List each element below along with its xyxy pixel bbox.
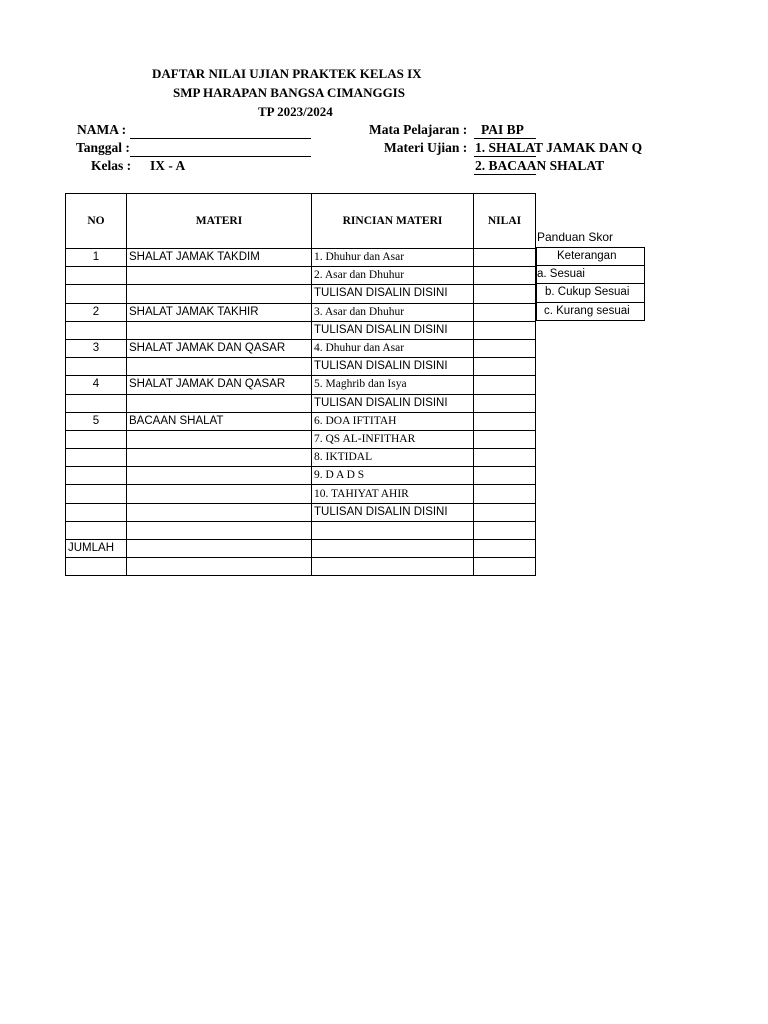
cell-rincian: TULISAN DISALIN DISINI	[312, 358, 474, 376]
cell-rincian	[312, 521, 474, 539]
cell-rincian: 6. DOA IFTITAH	[312, 412, 474, 430]
cell-materi: BACAAN SHALAT	[127, 412, 312, 430]
kelas-value: IX - A	[150, 158, 186, 173]
cell-nilai-input[interactable]	[474, 540, 536, 558]
nama-field[interactable]	[130, 138, 311, 139]
cell-no	[66, 485, 127, 503]
header-materi: MATERI	[127, 194, 312, 249]
cell-no: 3	[66, 339, 127, 357]
cell-no: JUMLAH	[66, 540, 127, 558]
materi-underline-2	[474, 174, 536, 175]
cell-nilai-input[interactable]	[474, 558, 536, 576]
table-row	[66, 394, 536, 412]
cell-no	[66, 503, 127, 521]
cell-materi	[127, 540, 312, 558]
cell-no	[66, 321, 127, 339]
table-row	[66, 303, 536, 321]
materi-ujian-value-2: 2. BACAAN SHALAT	[475, 158, 605, 173]
cell-rincian: 2. Asar dan Dhuhur	[312, 267, 474, 285]
cell-nilai-input[interactable]	[474, 449, 536, 467]
cell-no: 2	[66, 303, 127, 321]
table-row	[66, 449, 536, 467]
cell-rincian: 4. Dhuhur dan Asar	[312, 339, 474, 357]
cell-rincian: TULISAN DISALIN DISINI	[312, 285, 474, 303]
cell-nilai-input[interactable]	[474, 430, 536, 448]
report-title: DAFTAR NILAI UJIAN PRAKTEK KELAS IX	[152, 66, 422, 81]
cell-no	[66, 430, 127, 448]
cell-nilai-input[interactable]	[474, 503, 536, 521]
table-row	[66, 558, 536, 576]
table-row	[66, 339, 536, 357]
nama-label: NAMA :	[77, 122, 127, 137]
cell-nilai-input[interactable]	[474, 467, 536, 485]
table-row	[66, 540, 536, 558]
table-row	[66, 376, 536, 394]
cell-rincian: 7. QS AL-INFITHAR	[312, 430, 474, 448]
cell-nilai-input[interactable]	[474, 285, 536, 303]
cell-no: 1	[66, 249, 127, 267]
cell-rincian: TULISAN DISALIN DISINI	[312, 503, 474, 521]
table-row	[66, 285, 536, 303]
cell-materi	[127, 267, 312, 285]
cell-materi	[127, 321, 312, 339]
cell-no	[66, 467, 127, 485]
table-row	[66, 521, 536, 539]
cell-no	[66, 521, 127, 539]
cell-rincian: TULISAN DISALIN DISINI	[312, 321, 474, 339]
cell-materi: SHALAT JAMAK DAN QASAR	[127, 376, 312, 394]
table-row	[66, 358, 536, 376]
table-row	[66, 430, 536, 448]
cell-materi: SHALAT JAMAK TAKHIR	[127, 303, 312, 321]
cell-no	[66, 358, 127, 376]
cell-rincian	[312, 558, 474, 576]
cell-nilai-input[interactable]	[474, 321, 536, 339]
cell-nilai-input[interactable]	[474, 249, 536, 267]
table-row	[66, 249, 536, 267]
cell-rincian: 5. Maghrib dan Isya	[312, 376, 474, 394]
kelas-label: Kelas :	[91, 158, 132, 173]
guide-item: a. Sesuai	[537, 266, 645, 284]
cell-no: 4	[66, 376, 127, 394]
cell-nilai-input[interactable]	[474, 485, 536, 503]
cell-no: 5	[66, 412, 127, 430]
cell-materi	[127, 430, 312, 448]
table-row	[66, 485, 536, 503]
cell-rincian: 1. Dhuhur dan Asar	[312, 249, 474, 267]
cell-rincian: TULISAN DISALIN DISINI	[312, 394, 474, 412]
cell-materi	[127, 485, 312, 503]
cell-materi	[127, 449, 312, 467]
cell-materi	[127, 467, 312, 485]
grade-table	[65, 193, 536, 576]
cell-nilai-input[interactable]	[474, 376, 536, 394]
cell-no	[66, 394, 127, 412]
cell-materi	[127, 503, 312, 521]
cell-nilai-input[interactable]	[474, 267, 536, 285]
cell-no	[66, 558, 127, 576]
school-name: SMP HARAPAN BANGSA CIMANGGIS	[173, 85, 405, 100]
tanggal-label: Tanggal :	[76, 140, 130, 155]
table-row	[66, 267, 536, 285]
table-row	[66, 503, 536, 521]
table-header-row	[66, 194, 536, 249]
scoring-guide	[536, 247, 645, 321]
header-no: NO	[66, 194, 127, 249]
cell-materi	[127, 558, 312, 576]
header-nilai: NILAI	[474, 194, 536, 249]
cell-rincian: 10. TAHIYAT AHIR	[312, 485, 474, 503]
guide-title: Panduan Skor	[537, 230, 614, 244]
cell-nilai-input[interactable]	[474, 412, 536, 430]
guide-item: b. Cukup Sesuai	[537, 284, 645, 302]
cell-no	[66, 449, 127, 467]
table-row	[66, 467, 536, 485]
table-row	[66, 321, 536, 339]
cell-materi	[127, 394, 312, 412]
table-row	[66, 412, 536, 430]
materi-underline-1	[474, 156, 536, 157]
guide-item: c. Kurang sesuai	[537, 302, 645, 320]
tanggal-field[interactable]	[130, 156, 311, 157]
materi-ujian-value-1: 1. SHALAT JAMAK DAN Q	[475, 140, 643, 155]
cell-nilai-input[interactable]	[474, 394, 536, 412]
mapel-value: PAI BP	[481, 122, 524, 137]
cell-nilai-input[interactable]	[474, 303, 536, 321]
cell-materi	[127, 285, 312, 303]
guide-item: Keterangan	[537, 248, 645, 266]
cell-rincian: 9. D A D S	[312, 467, 474, 485]
cell-rincian	[312, 540, 474, 558]
materi-ujian-label: Materi Ujian :	[384, 140, 468, 155]
cell-rincian: 3. Asar dan Dhuhur	[312, 303, 474, 321]
cell-materi: SHALAT JAMAK TAKDIM	[127, 249, 312, 267]
cell-no	[66, 267, 127, 285]
cell-nilai-input[interactable]	[474, 521, 536, 539]
cell-nilai-input[interactable]	[474, 358, 536, 376]
cell-materi: SHALAT JAMAK DAN QASAR	[127, 339, 312, 357]
header-rincian-materi: RINCIAN MATERI	[312, 194, 474, 249]
cell-materi	[127, 521, 312, 539]
mapel-underline	[474, 138, 536, 139]
school-year: TP 2023/2024	[258, 104, 333, 119]
cell-no	[66, 285, 127, 303]
cell-nilai-input[interactable]	[474, 339, 536, 357]
cell-rincian: 8. IKTIDAL	[312, 449, 474, 467]
mapel-label: Mata Pelajaran :	[369, 122, 468, 137]
cell-materi	[127, 358, 312, 376]
